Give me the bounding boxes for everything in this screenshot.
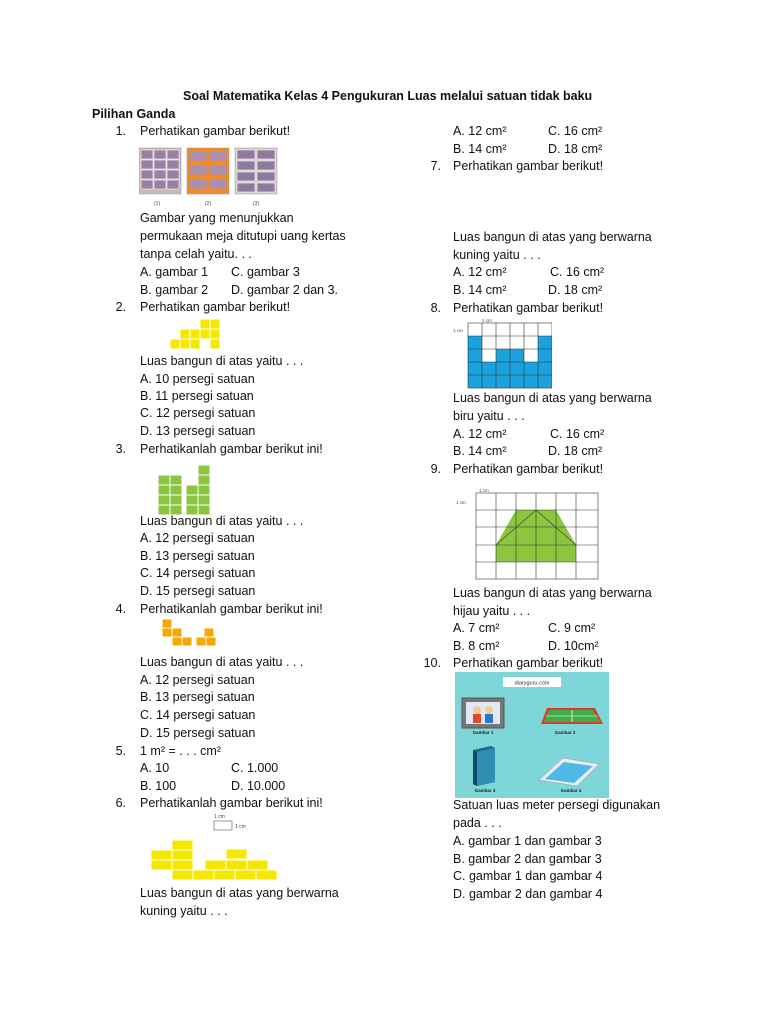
q10-option-c[interactable]: C. gambar 1 dan gambar 4	[453, 869, 603, 883]
q10-label-gambar-3: Gambar 3	[474, 788, 496, 793]
q9-unit-top: 1 cm	[479, 488, 489, 493]
q9-green-grid	[455, 486, 600, 580]
q8-prompt: Perhatikan gambar berikut!	[453, 301, 604, 315]
q9-option-b[interactable]: B. 8 cm²	[453, 639, 500, 653]
q5-option-c[interactable]: C. 1.000	[231, 761, 279, 775]
q3-option-d[interactable]: D. 15 persegi satuan	[140, 584, 256, 598]
q3-option-b[interactable]: B. 13 persegi satuan	[140, 549, 255, 563]
q2-prompt: Perhatikan gambar berikut!	[140, 300, 291, 314]
q9-number: 9.	[430, 462, 441, 476]
q6-prompt: Perhatikanlah gambar berikut ini!	[140, 796, 323, 810]
q1-stem-line2: permukaan meja ditutupi uang kertas	[140, 229, 346, 243]
q6-option-d[interactable]: D. 18 cm²	[548, 142, 603, 156]
q2-option-a[interactable]: A. 10 persegi satuan	[140, 372, 255, 386]
q3-stem: Luas bangun di atas yaitu . . .	[140, 514, 304, 528]
q4-option-b[interactable]: B. 13 persegi satuan	[140, 690, 255, 704]
q2-number: 2.	[115, 300, 126, 314]
q9-unit-side: 1 cm	[456, 500, 466, 505]
q5-option-b[interactable]: B. 100	[140, 779, 177, 793]
q6-unit-side: 1 cm	[235, 824, 246, 830]
q7-prompt: Perhatikan gambar berikut!	[453, 159, 604, 173]
q10-number: 10.	[423, 656, 441, 670]
q8-option-b[interactable]: B. 14 cm²	[453, 444, 507, 458]
q6-stem-line2: kuning yaitu . . .	[140, 904, 228, 918]
q1-fig-label-1: (1)	[154, 201, 161, 207]
section-heading: Pilihan Ganda	[92, 107, 176, 121]
q10-picture-panel	[455, 672, 609, 798]
q2-yellow-shape	[170, 318, 222, 354]
q10-stem-line2: pada . . .	[453, 816, 502, 830]
q5-option-a[interactable]: A. 10	[140, 761, 170, 775]
q5-number: 5.	[115, 744, 126, 758]
q10-option-b[interactable]: B. gambar 2 dan gambar 3	[453, 852, 602, 866]
q1-option-c[interactable]: C. gambar 3	[231, 265, 300, 279]
q9-stem-line1: Luas bangun di atas yang berwarna	[453, 586, 652, 600]
q10-label-gambar-4: Gambar 4	[560, 788, 582, 793]
q7-stem-line1: Luas bangun di atas yang berwarna	[453, 230, 652, 244]
q8-option-c[interactable]: C. 16 cm²	[550, 427, 605, 441]
q1-banknote-figure	[139, 145, 279, 207]
q4-number: 4.	[115, 602, 126, 616]
q9-stem-line2: hijau yaitu . . .	[453, 604, 531, 618]
q4-orange-shape	[158, 618, 222, 654]
q6-unit-top: 1 cm	[214, 814, 225, 820]
q1-prompt: Perhatikan gambar berikut!	[140, 124, 291, 138]
q6-option-a[interactable]: A. 12 cm²	[453, 124, 507, 138]
q1-fig-label-2: (2)	[205, 201, 212, 207]
q1-fig-label-3: (3)	[253, 201, 260, 207]
q4-option-c[interactable]: C. 14 persegi satuan	[140, 708, 256, 722]
q1-number: 1.	[115, 124, 126, 138]
q9-option-c[interactable]: C. 9 cm²	[548, 621, 596, 635]
q8-blue-grid	[452, 316, 552, 390]
q10-option-a[interactable]: A. gambar 1 dan gambar 3	[453, 834, 602, 848]
q10-label-gambar-1: Gambar 1	[472, 730, 494, 735]
q9-option-d[interactable]: D. 10cm²	[548, 639, 599, 653]
q1-stem-line1: Gambar yang menunjukkan	[140, 211, 294, 225]
q3-green-shape	[158, 465, 214, 517]
q4-stem: Luas bangun di atas yaitu . . .	[140, 655, 304, 669]
q2-option-d[interactable]: D. 13 persegi satuan	[140, 424, 256, 438]
q7-option-c[interactable]: C. 16 cm²	[550, 265, 605, 279]
q8-number: 8.	[430, 301, 441, 315]
q7-option-d[interactable]: D. 18 cm²	[548, 283, 603, 297]
q6-option-b[interactable]: B. 14 cm²	[453, 142, 507, 156]
q10-prompt: Perhatikan gambar berikut!	[453, 656, 604, 670]
q2-option-b[interactable]: B. 11 persegi satuan	[140, 389, 254, 403]
q2-option-c[interactable]: C. 12 persegi satuan	[140, 406, 256, 420]
q4-option-d[interactable]: D. 15 persegi satuan	[140, 726, 256, 740]
q6-stem-line1: Luas bangun di atas yang berwarna	[140, 886, 339, 900]
q9-option-a[interactable]: A. 7 cm²	[453, 621, 500, 635]
q8-option-d[interactable]: D. 18 cm²	[548, 444, 603, 458]
q1-option-b[interactable]: B. gambar 2	[140, 283, 209, 297]
q2-stem: Luas bangun di atas yaitu . . .	[140, 354, 304, 368]
q5-prompt: 1 m² = . . . cm²	[140, 744, 221, 758]
q7-option-a[interactable]: A. 12 cm²	[453, 265, 507, 279]
q6-number: 6.	[115, 796, 126, 810]
q5-option-d[interactable]: D. 10.000	[231, 779, 286, 793]
q1-stem-line3: tanpa celah yaitu. . .	[140, 247, 252, 261]
q3-option-c[interactable]: C. 14 persegi satuan	[140, 566, 256, 580]
q10-label-gambar-2: Gambar 2	[554, 730, 576, 735]
q7-stem-line2: kuning yaitu . . .	[453, 248, 541, 262]
q3-option-a[interactable]: A. 12 persegi satuan	[140, 531, 255, 545]
q6-yellow-shape	[150, 812, 290, 884]
q1-option-a[interactable]: A. gambar 1	[140, 265, 209, 279]
q7-option-b[interactable]: B. 14 cm²	[453, 283, 507, 297]
page-title: Soal Matematika Kelas 4 Pengukuran Luas melalui satuan tidak baku	[183, 89, 593, 103]
q8-unit-top: 1 cm	[482, 318, 492, 323]
q10-option-d[interactable]: D. gambar 2 dan gambar 4	[453, 887, 603, 901]
q8-stem-line1: Luas bangun di atas yang berwarna	[453, 391, 652, 405]
q3-number: 3.	[115, 442, 126, 456]
q4-option-a[interactable]: A. 12 persegi satuan	[140, 673, 255, 687]
q9-prompt: Perhatikan gambar berikut!	[453, 462, 604, 476]
q8-unit-side: 1 cm	[453, 328, 463, 333]
q8-stem-line2: biru yaitu . . .	[453, 409, 525, 423]
q10-site-label: diaryguru.com	[514, 680, 550, 687]
q10-stem-line1: Satuan luas meter persegi digunakan	[453, 798, 661, 812]
q3-prompt: Perhatikanlah gambar berikut ini!	[140, 442, 323, 456]
q1-option-d[interactable]: D. gambar 2 dan 3.	[231, 283, 339, 297]
q7-number: 7.	[430, 159, 441, 173]
q6-option-c[interactable]: C. 16 cm²	[548, 124, 603, 138]
q4-prompt: Perhatikanlah gambar berikut ini!	[140, 602, 323, 616]
q8-option-a[interactable]: A. 12 cm²	[453, 427, 507, 441]
